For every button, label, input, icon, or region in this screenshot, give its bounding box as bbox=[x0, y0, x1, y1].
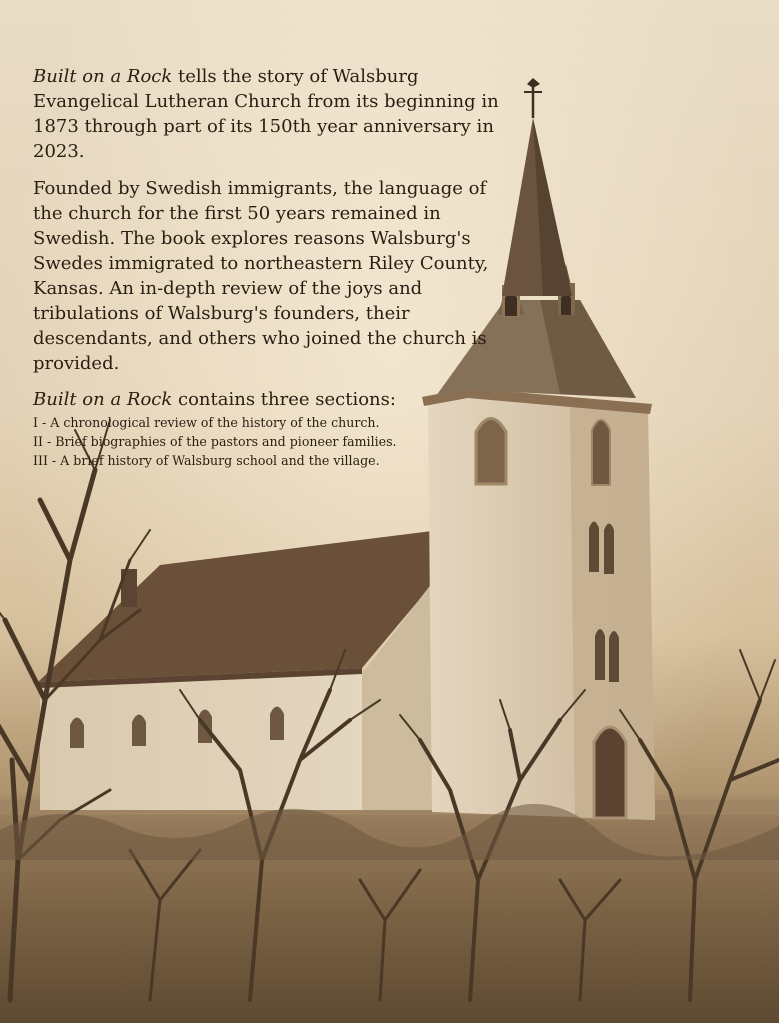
section-item: I - A chronological review of the history of the church. bbox=[33, 415, 380, 430]
sections-heading-text: contains three sections: bbox=[178, 389, 396, 410]
history-paragraph: Founded by Swedish immigrants, the language of the church for the first 50 years remained in Swedish. The book explores reasons Walsburg's Swedes immigrated to northeastern Riley County, Kansas. An in-depth review of the joys and tribulations of Walsburg's founders, their descendants, and others who joined the church is provided. bbox=[33, 178, 489, 374]
sections-list bbox=[33, 413, 503, 470]
section-item: III - A brief history of Walsburg school and the village. bbox=[33, 453, 380, 468]
tower-window bbox=[589, 522, 599, 573]
tower-door bbox=[594, 727, 626, 818]
tower-window bbox=[595, 629, 605, 680]
intro-paragraph bbox=[33, 64, 503, 164]
tower-window bbox=[592, 420, 610, 485]
book-title: Built on a Rock bbox=[33, 66, 173, 87]
section-item: II - Brief biographies of the pastors and pioneer families. bbox=[33, 434, 397, 449]
sections-book-title: Built on a Rock bbox=[33, 389, 173, 410]
nave-window bbox=[270, 707, 284, 741]
sections-heading bbox=[33, 388, 503, 411]
weather-vane bbox=[527, 78, 540, 88]
nave-window bbox=[132, 715, 146, 747]
intro-text: tells the story of Walsburg Evangelical Lutheran Church from its beginning in 1873 through part of its 150th year anniversary in 2023. bbox=[33, 66, 499, 162]
book-description bbox=[33, 64, 503, 470]
nave-window bbox=[70, 718, 84, 749]
